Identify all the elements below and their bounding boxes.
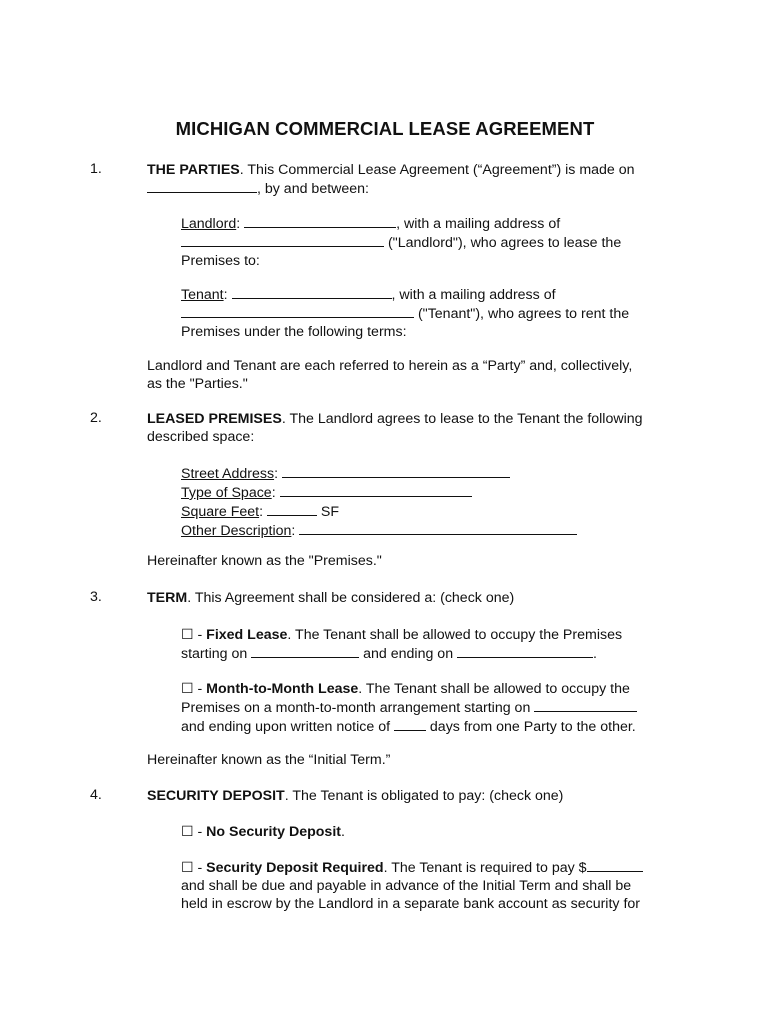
section-number-1: 1. bbox=[90, 161, 102, 177]
fixed-lease-option: ☐ - Fixed Lease. The Tenant shall be allowed to occupy the Premises starting on and ending on . bbox=[181, 626, 623, 662]
section-number-2: 2. bbox=[90, 410, 102, 426]
mtm-start-date-blank[interactable] bbox=[534, 698, 637, 712]
fixed-end-date-blank[interactable] bbox=[457, 644, 593, 658]
tenant-name-blank[interactable] bbox=[232, 285, 392, 299]
section-number-4: 4. bbox=[90, 787, 102, 803]
deposit-amount-blank[interactable] bbox=[587, 858, 643, 872]
section-heading-leased-premises: LEASED PREMISES bbox=[147, 411, 282, 427]
type-of-space-blank[interactable] bbox=[280, 483, 472, 497]
section-2-intro: LEASED PREMISES. The Landlord agrees to lease to the Tenant the following described space: bbox=[147, 411, 643, 445]
street-address-blank[interactable] bbox=[282, 464, 510, 478]
month-to-month-option: ☐ - Month-to-Month Lease. The Tenant shall be allowed to occupy the Premises on a month-to-month arrangement starting on and ending upon written notice of days from one Party to the other. bbox=[181, 680, 636, 735]
section-3-intro: TERM. This Agreement shall be considered a: (check one) bbox=[147, 590, 515, 606]
tenant-block: Tenant: , with a mailing address of ("Tenant"), who agrees to rent the Premises under the following terms: bbox=[181, 287, 630, 340]
section-1-intro: THE PARTIES. This Commercial Lease Agreement (“Agreement”) is made on , by and between: bbox=[147, 162, 635, 197]
tenant-label: Tenant bbox=[181, 287, 224, 303]
other-description-blank[interactable] bbox=[299, 521, 577, 535]
square-feet-blank[interactable] bbox=[267, 502, 317, 516]
deposit-required-checkbox[interactable]: ☐ bbox=[181, 859, 194, 875]
section-heading-term: TERM bbox=[147, 590, 188, 606]
page-title: MICHIGAN COMMERCIAL LEASE AGREEMENT bbox=[175, 118, 595, 139]
premises-definition: Hereinafter known as the "Premises." bbox=[147, 553, 382, 569]
landlord-block: Landlord: , with a mailing address of ("Landlord"), who agrees to lease the Premises to: bbox=[181, 216, 622, 269]
section-heading-security-deposit: SECURITY DEPOSIT bbox=[147, 788, 285, 804]
no-deposit-checkbox[interactable]: ☐ bbox=[181, 823, 194, 839]
other-description-label: Other Description bbox=[181, 523, 292, 539]
initial-term-definition: Hereinafter known as the “Initial Term.” bbox=[147, 752, 391, 768]
no-deposit-label: No Security Deposit bbox=[206, 824, 341, 840]
section-number-3: 3. bbox=[90, 589, 102, 605]
month-to-month-label: Month-to-Month Lease bbox=[206, 681, 359, 697]
landlord-name-blank[interactable] bbox=[244, 214, 396, 228]
agreement-date-blank[interactable] bbox=[147, 179, 257, 193]
street-address-label: Street Address bbox=[181, 466, 275, 482]
type-of-space-label: Type of Space bbox=[181, 485, 272, 501]
no-deposit-option: ☐ - No Security Deposit. bbox=[181, 823, 345, 840]
square-feet-label: Square Feet bbox=[181, 504, 260, 520]
deposit-required-option: ☐ - Security Deposit Required. The Tenant is required to pay $ and shall be due and payable in advance of the Initial Term and shall be held in escrow by the Landlord in a separate bank account as security for bbox=[181, 858, 643, 913]
landlord-label: Landlord bbox=[181, 216, 237, 232]
notice-days-blank[interactable] bbox=[394, 717, 426, 731]
section-4-intro: SECURITY DEPOSIT. The Tenant is obligated to pay: (check one) bbox=[147, 788, 564, 804]
fixed-start-date-blank[interactable] bbox=[251, 644, 359, 658]
landlord-address-blank[interactable] bbox=[181, 233, 384, 247]
fixed-lease-checkbox[interactable]: ☐ bbox=[181, 626, 194, 642]
month-to-month-checkbox[interactable]: ☐ bbox=[181, 680, 194, 696]
premises-fields: Street Address: Type of Space: Square Feet: SF Other Description: bbox=[181, 464, 577, 540]
deposit-required-label: Security Deposit Required bbox=[206, 860, 384, 876]
parties-definition: Landlord and Tenant are each referred to herein as a “Party” and, collectively, as the "Parties." bbox=[147, 358, 633, 392]
tenant-address-blank[interactable] bbox=[181, 304, 414, 318]
section-heading-parties: THE PARTIES bbox=[147, 162, 240, 178]
fixed-lease-label: Fixed Lease bbox=[206, 627, 288, 643]
